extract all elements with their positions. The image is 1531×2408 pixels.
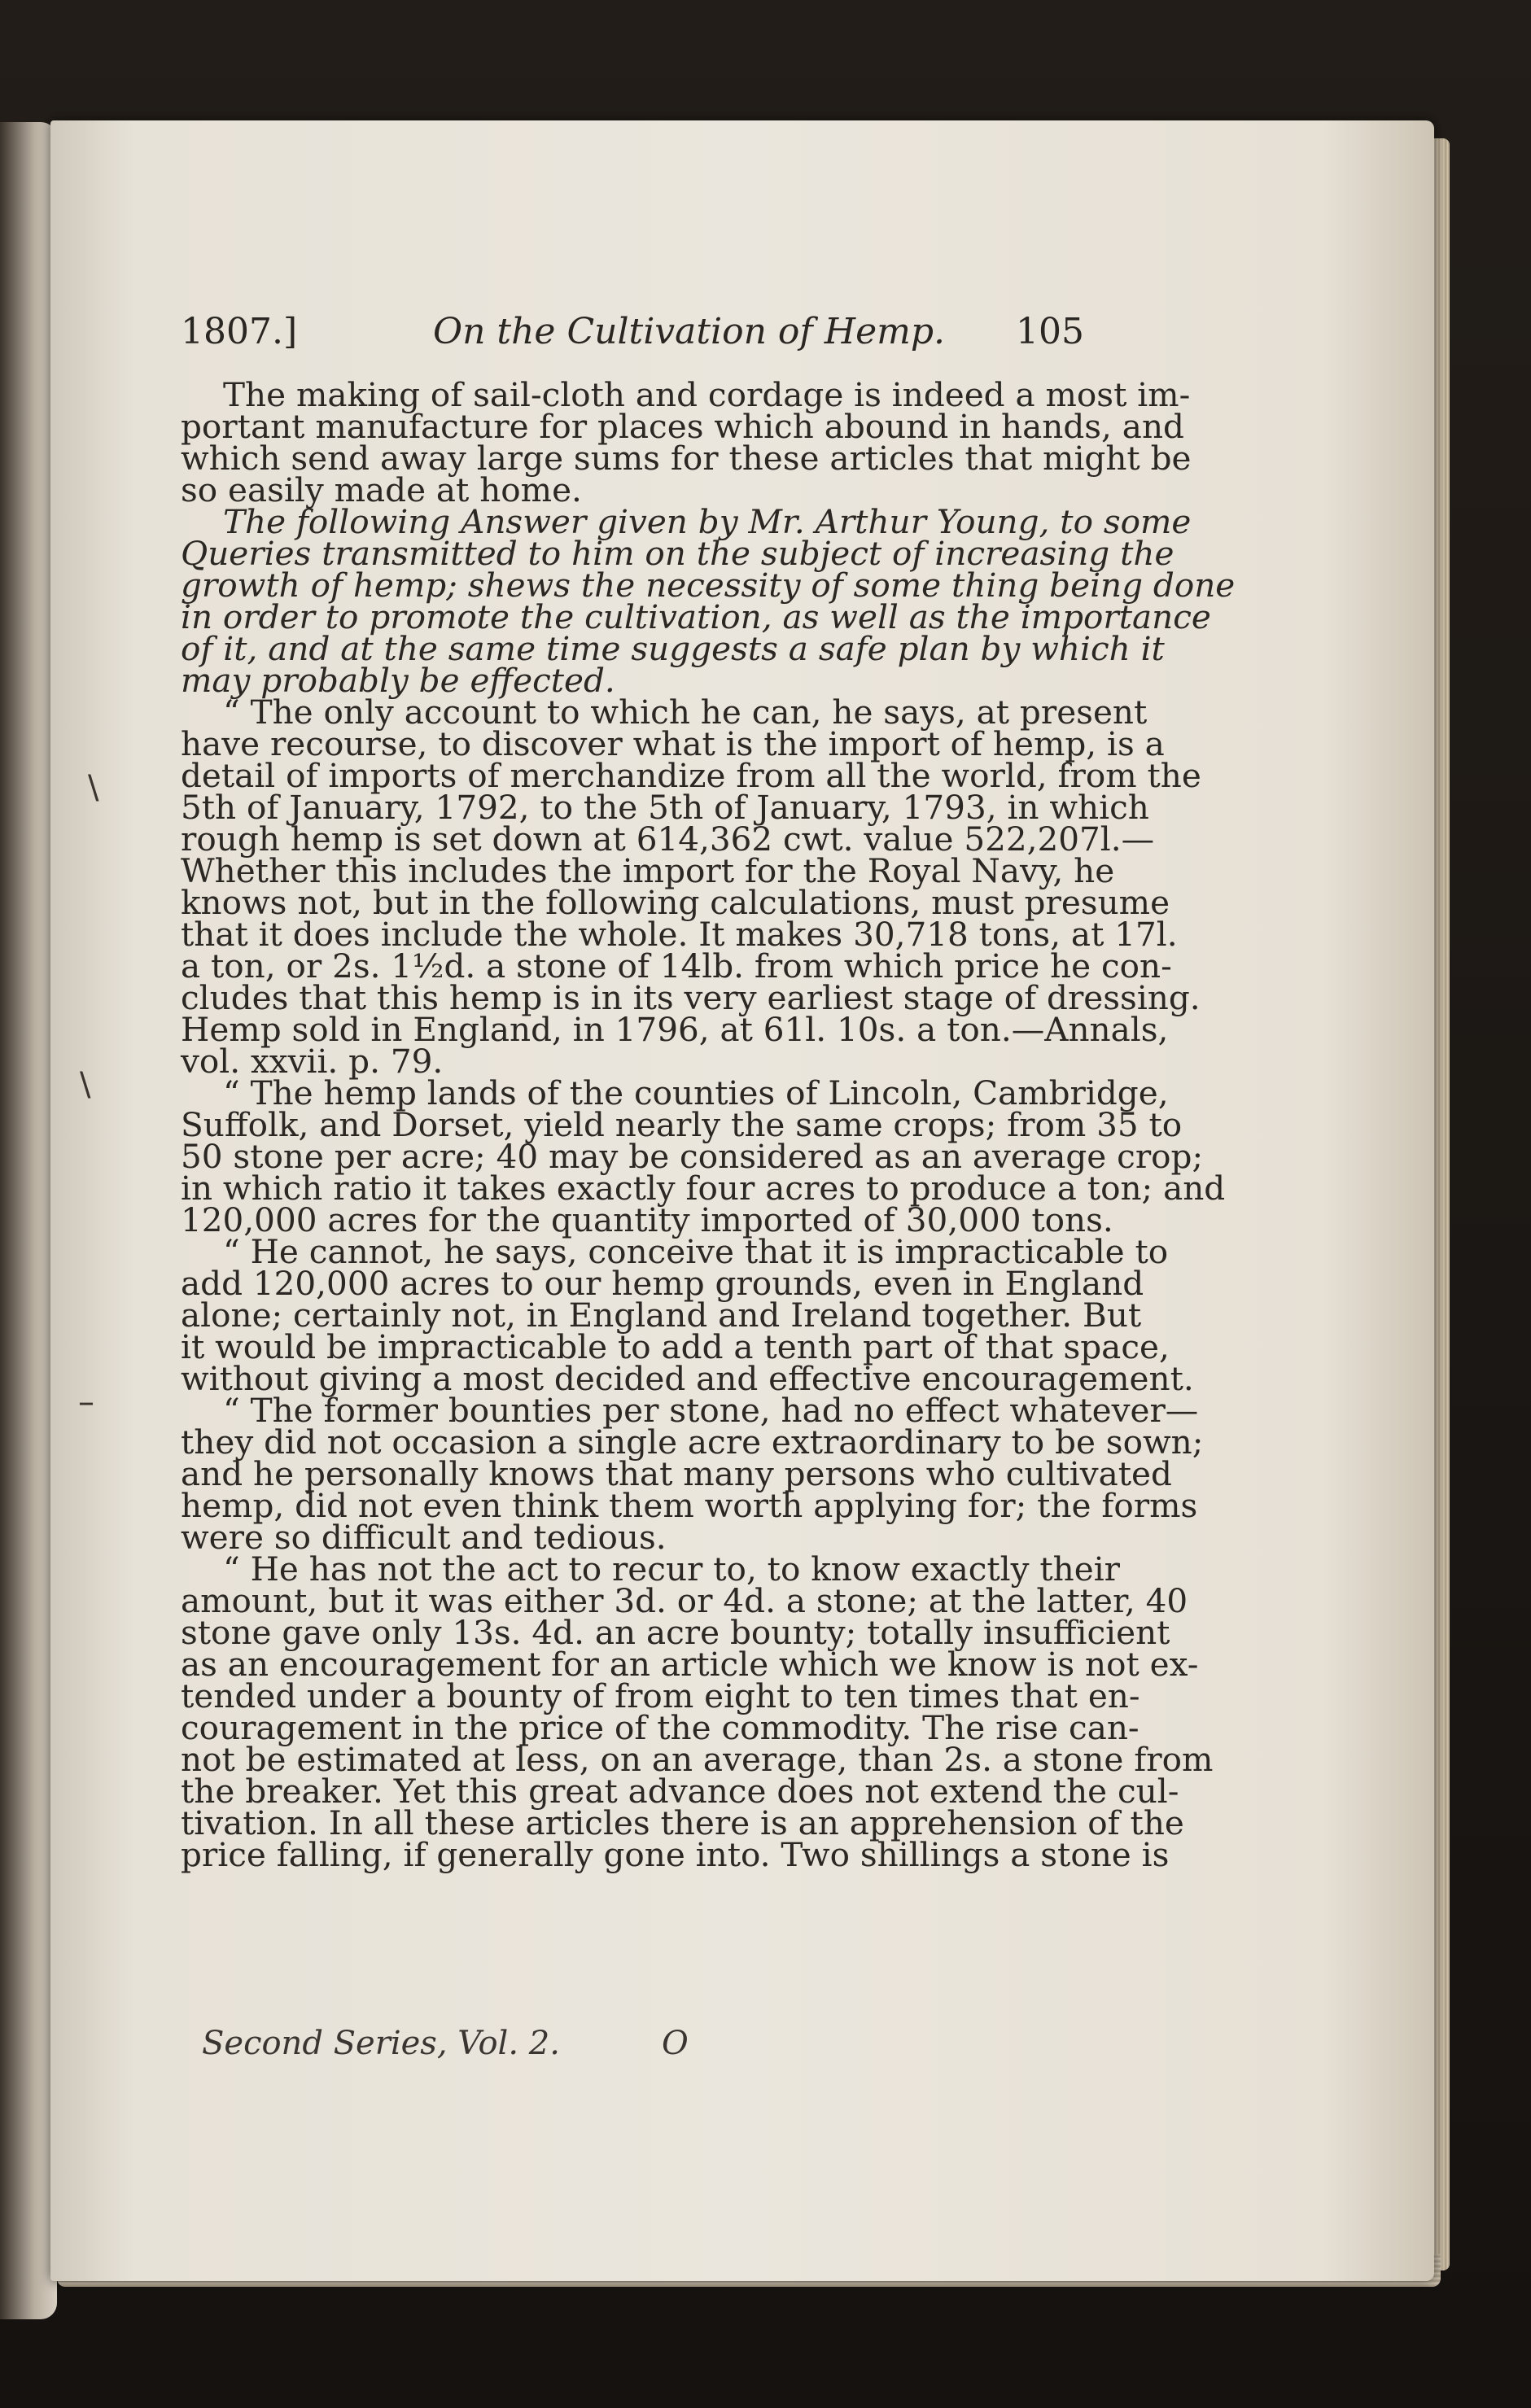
text-line: without giving a most decided and effective encouragement. — [181, 1359, 1194, 1398]
text-line: detail of imports of merchandize from all the world, from the — [181, 756, 1201, 795]
running-head — [181, 311, 1084, 360]
printer-signature: O — [662, 2025, 689, 2062]
text-line: hemp, did not even think them worth applying for; the forms — [181, 1486, 1198, 1525]
text-line: The making of sail-cloth and cordage is indeed a most im- — [223, 375, 1191, 414]
text-line: of it, and at the same time suggests a safe plan by which it — [181, 629, 1165, 668]
text-line: Queries transmitted to him on the subject of increasing the — [181, 534, 1174, 573]
text-line: cludes that this hemp is in its very earliest stage of dressing. — [181, 978, 1201, 1017]
text-line: rough hemp is set down at 614,362 cwt. value 522,207l.— — [181, 819, 1155, 859]
text-line: add 120,000 acres to our hemp grounds, even in England — [181, 1264, 1144, 1303]
text-line: “ He has not the act to recur to, to know exactly their — [223, 1549, 1121, 1589]
text-line: price falling, if generally gone into. Two shillings a stone is — [181, 1835, 1170, 1874]
text-line: amount, but it was either 3d. or 4d. a stone; at the latter, 40 — [181, 1581, 1188, 1620]
text-line: they did not occasion a single acre extraordinary to be sown; — [181, 1423, 1204, 1462]
running-head-year: 1807.] — [181, 311, 298, 352]
text-line: couragement in the price of the commodity. The rise can- — [181, 1708, 1140, 1747]
margin-mark: – — [78, 1383, 94, 1421]
text-line: 50 stone per acre; 40 may be considered as an average crop; — [181, 1137, 1204, 1176]
text-line: “ He cannot, he says, conceive that it is impracticable to — [223, 1232, 1169, 1271]
page-footer — [202, 2025, 772, 2069]
text-line: it would be impracticable to add a tenth part of that space, — [181, 1327, 1170, 1366]
text-line: The following Answer given by Mr. Arthur Young, to some — [223, 502, 1192, 541]
text-line: knows not, but in the following calculations, must presume — [181, 883, 1170, 922]
text-line: tivation. In all these articles there is an apprehension of the — [181, 1803, 1184, 1842]
text-line: and he personally knows that many persons who cultivated — [181, 1454, 1172, 1493]
text-line: vol. xxvii. p. 79. — [181, 1042, 444, 1081]
running-head-title: On the Cultivation of Hemp. — [433, 311, 945, 352]
text-line: in which ratio it takes exactly four acres to produce a ton; and — [181, 1169, 1226, 1208]
text-line: as an encouragement for an article which we know is not ex- — [181, 1645, 1199, 1684]
text-line: portant manufacture for places which abound in hands, and — [181, 407, 1184, 446]
text-line: have recourse, to discover what is the import of hemp, is a — [181, 724, 1165, 763]
margin-mark: \ — [88, 769, 99, 806]
text-line: 5th of January, 1792, to the 5th of January, 1793, in which — [181, 788, 1149, 827]
text-line: “ The former bounties per stone, had no effect whatever— — [223, 1391, 1199, 1430]
text-line: were so difficult and tedious. — [181, 1518, 667, 1557]
text-line: the breaker. Yet this great advance does not extend the cul- — [181, 1772, 1179, 1811]
text-line: Whether this includes the import for the Royal Navy, he — [181, 851, 1115, 890]
page-number: 105 — [1016, 311, 1084, 352]
text-line: alone; certainly not, in England and Ireland together. But — [181, 1296, 1142, 1335]
text-line: a ton, or 2s. 1½d. a stone of 14lb. from which price he con- — [181, 946, 1172, 985]
body-text — [181, 375, 1236, 1874]
text-line: that it does include the whole. It makes 30,718 tons, at 17l. — [181, 915, 1178, 954]
text-line: growth of hemp; shews the necessity of some thing being done — [181, 566, 1236, 605]
text-line: “ The only account to which he can, he says, at present — [223, 693, 1148, 732]
margin-mark: \ — [80, 1066, 91, 1103]
text-line: 120,000 acres for the quantity imported of 30,000 tons. — [181, 1200, 1113, 1239]
text-line: in order to promote the cultivation, as well as the importance — [181, 597, 1211, 636]
series-volume: Second Series, Vol. 2. — [202, 2025, 560, 2062]
text-line: Hemp sold in England, in 1796, at 61l. 10s. a ton.—Annals, — [181, 1010, 1169, 1049]
text-line: so easily made at home. — [181, 470, 582, 509]
text-line: not be estimated at less, on an average, than 2s. a stone from — [181, 1740, 1214, 1779]
text-line: tended under a bounty of from eight to ten times that en- — [181, 1676, 1140, 1715]
text-line: Suffolk, and Dorset, yield nearly the same crops; from 35 to — [181, 1105, 1183, 1144]
text-line: may probably be effected. — [181, 661, 615, 700]
text-line: stone gave only 13s. 4d. an acre bounty; totally insufficient — [181, 1613, 1170, 1652]
text-line: “ The hemp lands of the counties of Lincoln, Cambridge, — [223, 1073, 1169, 1112]
facing-page-edge — [0, 122, 57, 2319]
text-line: which send away large sums for these articles that might be — [181, 439, 1192, 478]
